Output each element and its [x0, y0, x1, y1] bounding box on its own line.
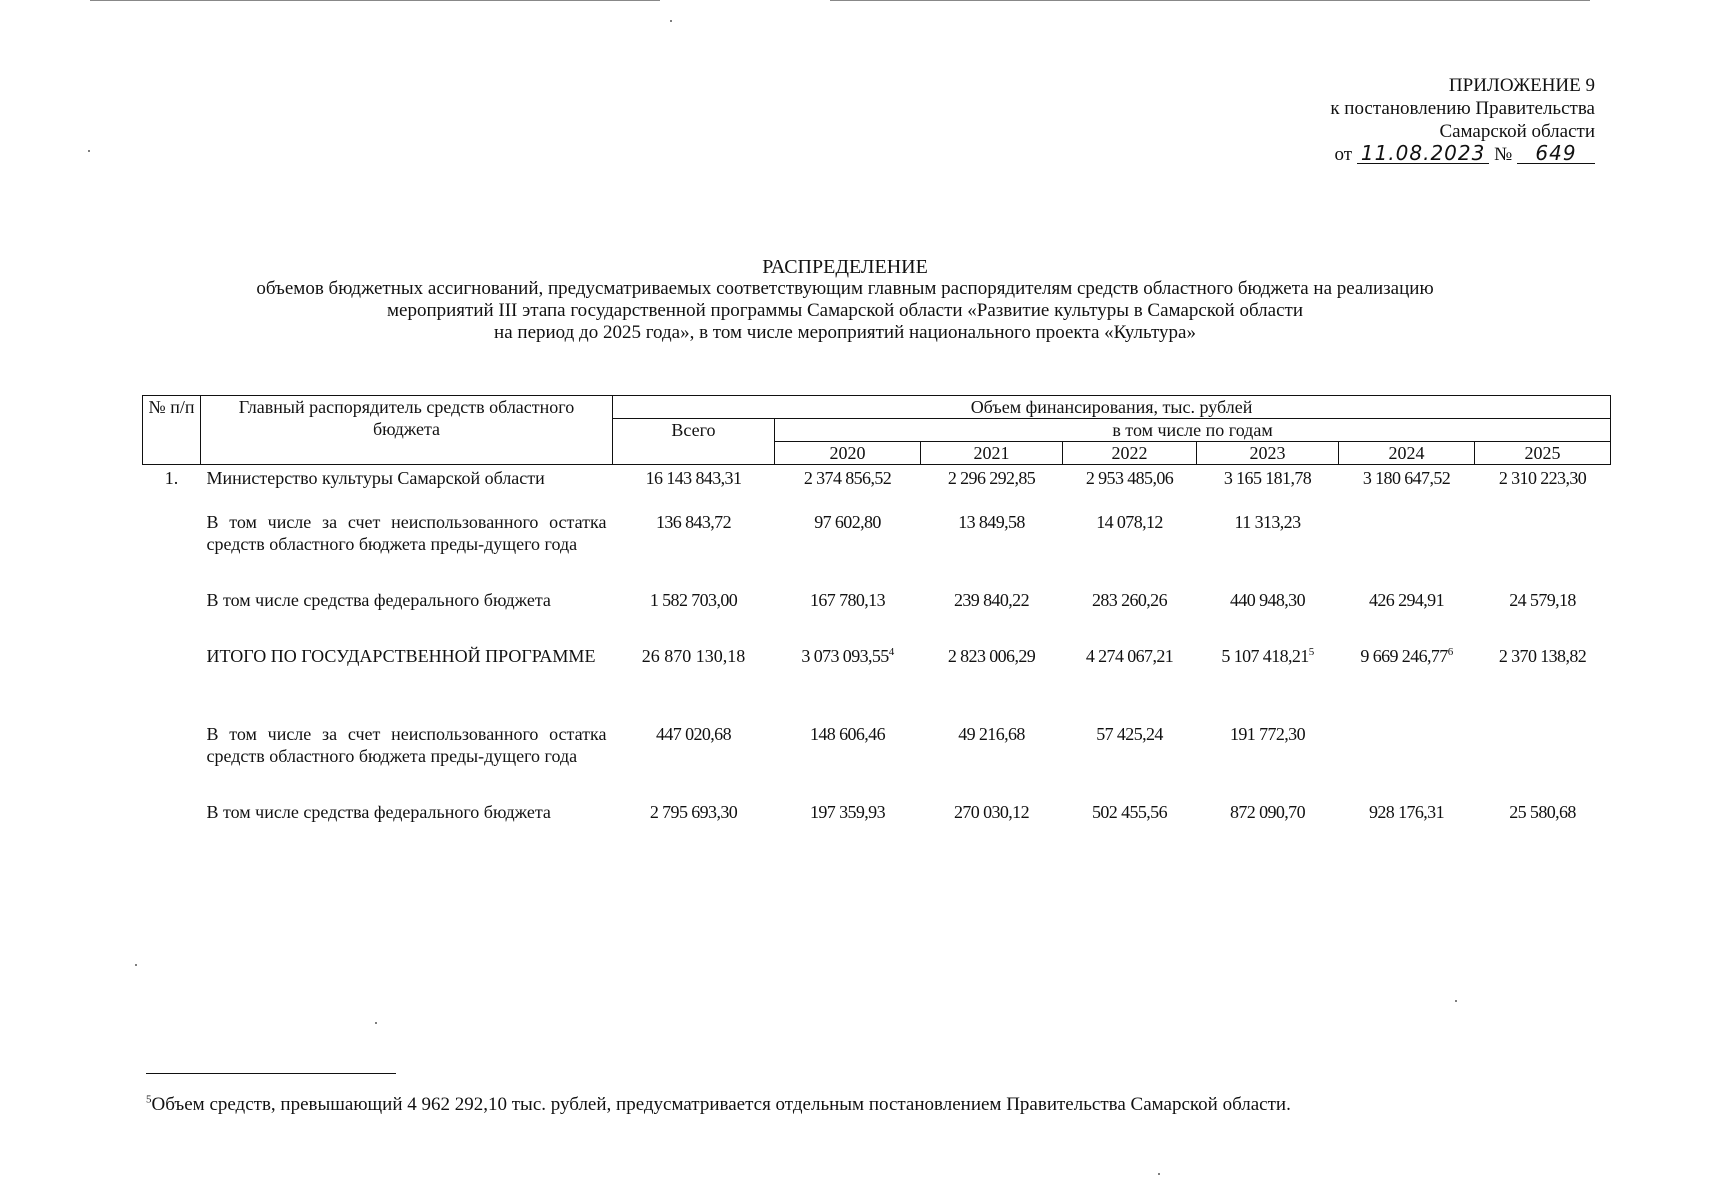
- header-by-years: в том числе по годам: [775, 419, 1611, 442]
- funding-table: [142, 395, 1611, 831]
- cell-2025: 24 579,18: [1509, 590, 1576, 610]
- scan-speck: [88, 150, 90, 152]
- footnote-divider: [146, 1073, 396, 1074]
- row-name: В том числе за счет неиспользованного остатка средств областного бюджета преды-дущего года: [206, 724, 607, 766]
- cell-value: 9 669 246,77: [1360, 646, 1448, 666]
- cell-2021: 2 296 292,85: [947, 468, 1036, 488]
- cell-2025: [1475, 715, 1611, 793]
- footnote-mark: 5: [146, 1093, 152, 1106]
- header-num: № п/п: [143, 396, 201, 465]
- header-year: 2023: [1197, 442, 1339, 465]
- cell-2021: 270 030,12: [953, 802, 1029, 822]
- cell-2023: 3 165 181,78: [1223, 468, 1312, 488]
- footnote-ref: 4: [888, 646, 894, 658]
- table-row: [143, 465, 1611, 504]
- scan-speck: [670, 20, 672, 22]
- header-year: 2025: [1475, 442, 1611, 465]
- footnote-ref: 5: [1308, 646, 1314, 658]
- scan-speck: [1158, 1173, 1160, 1175]
- cell-2024: 3 180 647,52: [1362, 468, 1451, 488]
- cell-total: 26 870 130,18: [641, 646, 746, 666]
- cell-total: 447 020,68: [655, 724, 731, 744]
- cell-2021: 49 216,68: [958, 724, 1025, 744]
- scan-speck: [1455, 1000, 1457, 1002]
- date-prefix: от: [1334, 144, 1353, 165]
- scan-edge-line: [830, 0, 1590, 1]
- cell-2021: 2 823 006,29: [947, 646, 1036, 666]
- heading-line-1: объемов бюджетных ассигнований, предусматриваемых соответствующим главным распорядителям средств областного бюджета на реализацию: [256, 278, 1434, 299]
- handwritten-date: 11.08.2023: [1357, 143, 1490, 164]
- cell-2020: 97 602,80: [814, 512, 881, 532]
- footnote-ref: 6: [1447, 646, 1453, 658]
- cell-2020: 167 780,13: [809, 590, 885, 610]
- cell-2024: [1339, 715, 1475, 793]
- appendix-line-1: к постановлению Правительства: [1330, 98, 1595, 119]
- cell-2025: 25 580,68: [1509, 802, 1576, 822]
- cell-2025: 2 310 223,30: [1498, 468, 1587, 488]
- row-num: 1.: [164, 468, 179, 488]
- row-num: [143, 793, 201, 831]
- document-heading: [130, 256, 1560, 344]
- header-funding: Объем финансирования, тыс. рублей: [613, 396, 1611, 419]
- row-num: [143, 637, 201, 715]
- cell-2025: [1475, 503, 1611, 581]
- row-name: Министерство культуры Самарской области: [206, 468, 545, 488]
- cell-2022: 283 260,26: [1091, 590, 1167, 610]
- row-num: [143, 581, 201, 637]
- row-name: В том числе средства федерального бюджета: [206, 590, 551, 610]
- cell-total: 136 843,72: [655, 512, 731, 532]
- footnote-text: Объем средств, превышающий 4 962 292,10 тыс. рублей, предусматривается отдельным постановлением Правительства Самарской области.: [151, 1094, 1291, 1115]
- cell-2022: 57 425,24: [1096, 724, 1163, 744]
- cell-2024: [1339, 503, 1475, 581]
- heading-line-2: мероприятий III этапа государственной программы Самарской области «Развитие культуры в Самарской области: [386, 300, 1303, 321]
- header-name: Главный распорядитель средств областного бюджета: [201, 396, 613, 465]
- table-row: [143, 637, 1611, 715]
- header-total: Всего: [613, 419, 775, 465]
- appendix-title: ПРИЛОЖЕНИЕ 9: [1448, 75, 1595, 96]
- heading-title: РАСПРЕДЕЛЕНИЕ: [762, 256, 928, 278]
- cell-2022: 14 078,12: [1096, 512, 1163, 532]
- cell-value: 3 073 093,55: [801, 646, 889, 666]
- cell-2020: [775, 637, 921, 715]
- table-row: [143, 581, 1611, 637]
- table-row: [143, 793, 1611, 831]
- cell-2020: 197 359,93: [809, 802, 885, 822]
- scan-speck: [375, 1022, 377, 1024]
- header-year: 2020: [775, 442, 921, 465]
- cell-2024: [1339, 637, 1475, 715]
- row-name: В том числе за счет неиспользованного остатка средств областного бюджета преды-дущего года: [206, 512, 607, 554]
- cell-value: 5 107 418,21: [1221, 646, 1309, 666]
- handwritten-number: 649: [1517, 143, 1595, 164]
- cell-2023: 191 772,30: [1229, 724, 1305, 744]
- cell-2020: 148 606,46: [809, 724, 885, 744]
- row-num: [143, 715, 201, 793]
- heading-line-3: на период до 2025 года», в том числе мероприятий национального проекта «Культура»: [494, 322, 1196, 343]
- scan-speck: [135, 964, 137, 966]
- footnote: [146, 1094, 1566, 1116]
- header-year: 2021: [921, 442, 1063, 465]
- cell-2022: 4 274 067,21: [1085, 646, 1174, 666]
- appendix-line-2: Самарской области: [1439, 121, 1595, 142]
- cell-2024: 928 176,31: [1368, 802, 1444, 822]
- cell-2022: 2 953 485,06: [1085, 468, 1174, 488]
- cell-2023: 11 313,23: [1234, 512, 1301, 532]
- scan-edge-line: [90, 0, 660, 1]
- row-num: [143, 503, 201, 581]
- row-name: В том числе средства федерального бюджета: [206, 802, 551, 822]
- cell-2020: 2 374 856,52: [803, 468, 892, 488]
- cell-2025: 2 370 138,82: [1498, 646, 1587, 666]
- cell-2021: 13 849,58: [958, 512, 1025, 532]
- header-year: 2022: [1063, 442, 1197, 465]
- row-name: ИТОГО ПО ГОСУДАРСТВЕННОЙ ПРОГРАММЕ: [206, 646, 596, 666]
- table-row: [143, 503, 1611, 581]
- number-prefix: №: [1494, 144, 1513, 165]
- table-header: [143, 396, 1611, 465]
- cell-total: 1 582 703,00: [649, 590, 738, 610]
- appendix-date-line: [1175, 143, 1595, 166]
- cell-2022: 502 455,56: [1091, 802, 1167, 822]
- appendix-header: [1175, 74, 1595, 166]
- cell-2023: 872 090,70: [1229, 802, 1305, 822]
- cell-total: 16 143 843,31: [645, 468, 742, 488]
- table-row: [143, 715, 1611, 793]
- cell-2024: 426 294,91: [1368, 590, 1444, 610]
- header-year: 2024: [1339, 442, 1475, 465]
- cell-2021: 239 840,22: [953, 590, 1029, 610]
- cell-2023: [1197, 637, 1339, 715]
- cell-total: 2 795 693,30: [649, 802, 738, 822]
- cell-2023: 440 948,30: [1229, 590, 1305, 610]
